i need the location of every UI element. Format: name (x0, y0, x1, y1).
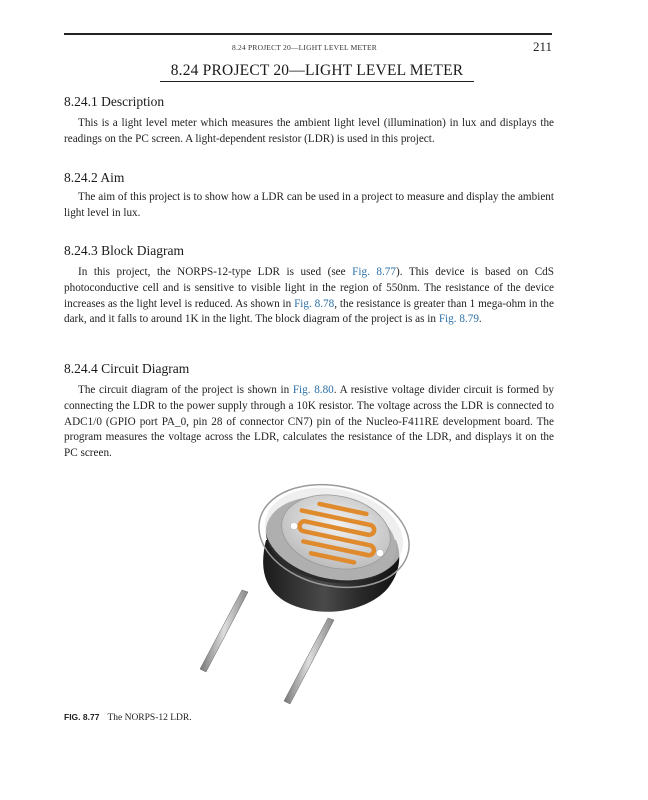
page-number: 211 (532, 39, 552, 54)
subsection-heading-circuit-diagram: 8.24.4 Circuit Diagram (64, 361, 190, 376)
figure-link-8-79[interactable]: Fig. 8.79 (438, 313, 479, 326)
running-title: 8.24 PROJECT 20—LIGHT LEVEL METER (232, 43, 377, 52)
subsection-heading-block-diagram: 8.24.3 Block Diagram (64, 243, 184, 258)
paragraph-circuit-diagram (64, 383, 554, 462)
header-rule (64, 33, 552, 35)
paragraph-description: This is a light level meter which measures the ambient light level (illumination) in lux and displays the readings on the PC screen. A light-dependent resistor (LDR) is used in this project. (64, 117, 554, 145)
subsection-heading-description: 8.24.1 Description (64, 94, 165, 109)
text-run: ). This device is based on CdS photoconductive cell and is sensitive to visible light in the region of 550nm. The resistance of the device increases as the light level is reduced. As shown in (64, 266, 554, 310)
paragraph-aim: The aim of this project is to show how a LDR can be used in a project to measure and display the ambient light level in lux. (64, 191, 554, 219)
ldr-figure (190, 470, 450, 710)
paragraph-block-diagram (64, 265, 554, 328)
figure-link-8-77[interactable]: Fig. 8.77 (352, 266, 396, 278)
figure-label: FIG. 8.77 (64, 712, 100, 722)
text-run: . A resistive voltage divider circuit is formed by connecting the LDR to the power supply through a 10K resistor. The voltage across the LDR is connected to ADC1/0 (GPIO port PA_0, pin 28 of connector CN7) pin of the Nucleo-F411RE development board. The program measures the voltage across the LDR, calculates the resistance of the LDR, and displays it on the PC screen. (64, 384, 554, 460)
contact-dot (376, 549, 383, 556)
figure-link-8-80[interactable]: Fig. 8.80 (292, 384, 334, 396)
section-title-rule (160, 81, 474, 82)
figure-caption-text: The NORPS-12 LDR. (107, 713, 192, 723)
running-header (64, 40, 552, 56)
text-run: In this project, the NORPS-12-type LDR is used (see (78, 266, 353, 278)
text-run: The circuit diagram of the project is shown in (78, 384, 293, 396)
text-run: . (478, 313, 482, 326)
figure-link-8-78[interactable]: Fig. 8.78 (294, 297, 335, 310)
section-title: 8.24 PROJECT 20—LIGHT LEVEL METER (170, 62, 464, 79)
text-run: , the resistance is greater than 1 mega-ohm in the dark, and it falls to around 1K in the light. The block diagram of the project is as in (64, 297, 554, 326)
ldr-illustration (190, 470, 450, 710)
figure-caption (64, 712, 192, 723)
subsection-heading-aim: 8.24.2 Aim (64, 170, 125, 185)
contact-dot (290, 522, 297, 529)
